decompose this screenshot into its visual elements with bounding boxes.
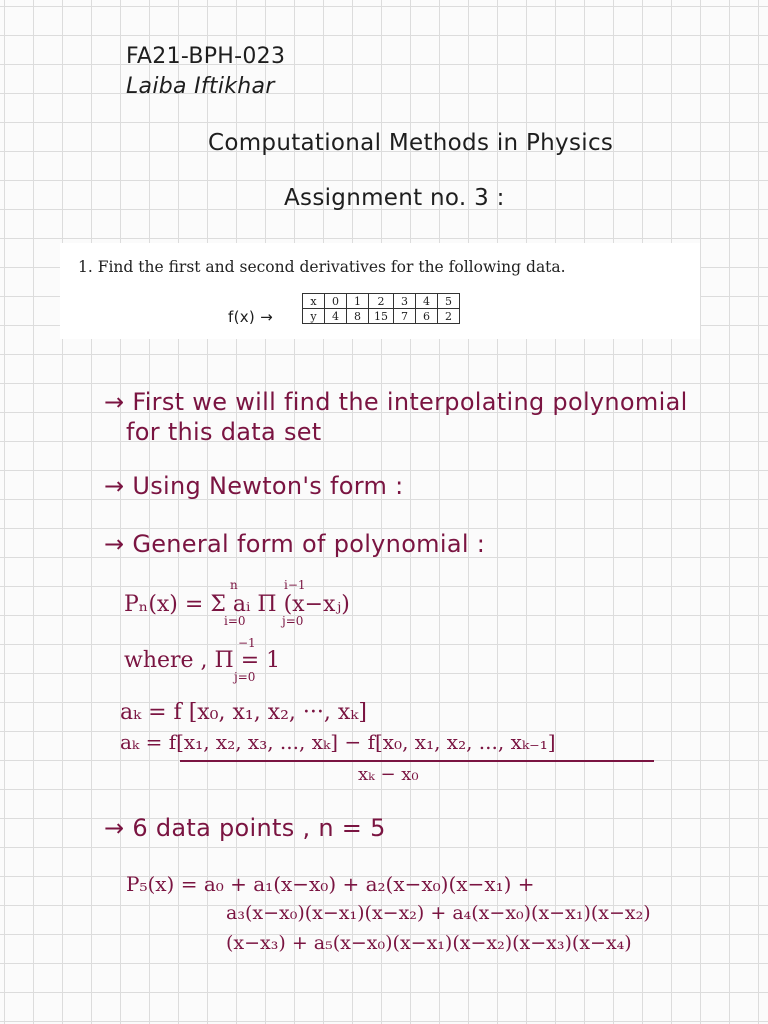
fraction-bar xyxy=(180,760,654,762)
general-formula: Pₙ(x) = Σ aᵢ Π (x−xⱼ) xyxy=(124,592,350,617)
table-cell: 15 xyxy=(369,309,394,324)
ak-definition: aₖ = f [x₀, x₁, x₂, ···, xₖ] xyxy=(120,700,367,725)
table-cell: 4 xyxy=(325,309,347,324)
table-row-y xyxy=(303,309,460,324)
table-cell: 4 xyxy=(416,294,438,309)
table-row-x xyxy=(303,294,460,309)
step-2: → Using Newton's form : xyxy=(104,472,404,500)
ak-denominator: xₖ − x₀ xyxy=(358,764,419,785)
step-1-line-1: → First we will find the interpolating polynomial xyxy=(104,388,688,416)
p5-line-2: a₃(x−x₀)(x−x₁)(x−x₂) + a₄(x−x₀)(x−x₁)(x−x₂) xyxy=(226,902,651,924)
step-4: → 6 data points , n = 5 xyxy=(104,814,386,842)
where-lower-limit: j=0 xyxy=(234,670,256,684)
where-upper-limit: −1 xyxy=(238,636,256,650)
data-table xyxy=(302,293,460,324)
product-lower-limit: j=0 xyxy=(282,614,304,628)
roll-number: FA21-BPH-023 xyxy=(126,44,286,69)
sum-lower-limit: i=0 xyxy=(224,614,246,628)
table-cell: 6 xyxy=(416,309,438,324)
table-cell: 8 xyxy=(347,309,369,324)
step-3: → General form of polynomial : xyxy=(104,530,486,558)
sum-upper-limit: n xyxy=(230,578,238,592)
table-cell: 1 xyxy=(347,294,369,309)
student-name: Laiba Iftikhar xyxy=(126,74,275,99)
product-upper-limit: i−1 xyxy=(284,578,306,592)
course-title: Computational Methods in Physics xyxy=(208,130,614,156)
fx-label: f(x) → xyxy=(228,308,273,326)
table-cell: 2 xyxy=(438,309,460,324)
table-cell: 2 xyxy=(369,294,394,309)
where-clause: where , Π = 1 xyxy=(124,648,281,673)
p5-line-3: (x−x₃) + a₅(x−x₀)(x−x₁)(x−x₂)(x−x₃)(x−x₄) xyxy=(226,932,632,954)
ak-numerator: aₖ = f[x₁, x₂, x₃, ..., xₖ] − f[x₀, x₁, x₂, ..., xₖ₋₁] xyxy=(120,730,556,754)
question-text: 1. Find the first and second derivatives for the following data. xyxy=(78,258,566,276)
table-cell: 0 xyxy=(325,294,347,309)
table-cell: 3 xyxy=(394,294,416,309)
table-header-x: x xyxy=(303,294,325,309)
p5-line-1: P₅(x) = a₀ + a₁(x−x₀) + a₂(x−x₀)(x−x₁) + xyxy=(126,872,535,896)
table-cell: 5 xyxy=(438,294,460,309)
step-1-line-2: for this data set xyxy=(126,418,322,446)
assignment-title: Assignment no. 3 : xyxy=(284,185,505,211)
table-header-y: y xyxy=(303,309,325,324)
table-cell: 7 xyxy=(394,309,416,324)
